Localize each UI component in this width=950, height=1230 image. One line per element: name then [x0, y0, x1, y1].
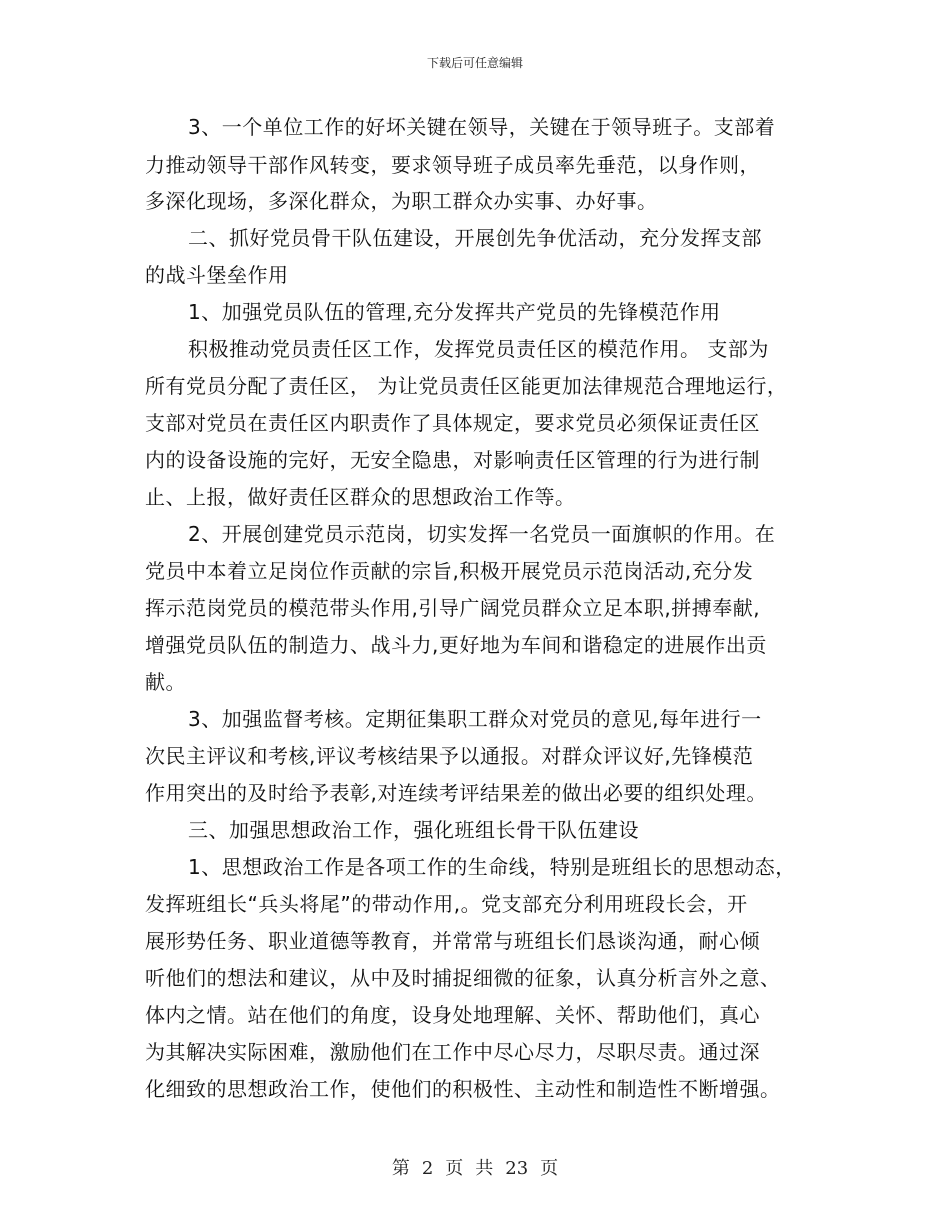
- text-line: 1、加强党员队伍的管理,充分发挥共产党员的先锋模范作用: [188, 300, 721, 324]
- text-line: 作用突出的及时给予表彰,对连续考评结果差的做出必要的组织处理。: [145, 781, 767, 805]
- text-line: 止、上报，做好责任区群众的思想政治工作等。: [145, 485, 576, 509]
- text-line: 发挥班组长“兵头将尾”的带动作用,。党支部充分利用班段长会，开: [145, 892, 748, 916]
- text-line: 2、开展创建党员示范岗，切实发挥一名党员一面旗帜的作用。在: [188, 522, 776, 546]
- text-line: 挥示范岗党员的模范带头作用,引导广阔党员群众立足本职,拼搏奉献,: [145, 596, 761, 620]
- footer-ye: 页: [445, 1158, 464, 1179]
- text-line: 三、加强思想政治工作，强化班组长骨干队伍建设: [188, 818, 639, 842]
- text-line: 内的设备设施的完好，无安全隐患，对影响责任区管理的行为进行制: [145, 448, 760, 472]
- text-line: 所有党员分配了责任区， 为让党员责任区能更加法律规范合理地运行，: [145, 374, 788, 398]
- current-page-number: 2: [421, 1158, 434, 1179]
- footer-ye: 页: [540, 1158, 559, 1179]
- footer-gong: 共: [475, 1158, 494, 1179]
- page-footer: [0, 1154, 950, 1180]
- text-line: 体内之情。站在他们的角度，设身处地理解、关怀、帮助他们，真心: [145, 1003, 760, 1027]
- text-line: 多深化现场，多深化群众，为职工群众办实事、办好事。: [145, 189, 658, 213]
- page-header: 下载后可任意编辑: [426, 56, 523, 70]
- text-line: 听他们的想法和建议，从中及时捕捉细微的征象，认真分析言外之意、: [145, 966, 781, 990]
- text-line: 化细致的思想政治工作，使他们的积极性、主动性和制造性不断增强。: [145, 1077, 781, 1101]
- text-line: 支部对党员在责任区内职责作了具体规定，要求党员必须保证责任区: [145, 411, 760, 435]
- text-line: 积极推动党员责任区工作，发挥党员责任区的模范作用。 支部为: [188, 337, 769, 361]
- text-line: 献。: [145, 670, 186, 694]
- text-line: 3、一个单位工作的好坏关键在领导，关键在于领导班子。支部着: [188, 115, 776, 139]
- text-line: 3、加强监督考核。定期征集职工群众对党员的意见,每年进行一: [188, 707, 762, 731]
- text-line: 1、思想政治工作是各项工作的生命线，特别是班组长的思想动态，: [188, 855, 796, 879]
- text-line: 的战斗堡垒作用: [145, 263, 289, 287]
- text-line: 二、抓好党员骨干队伍建设，开展创先争优活动，充分发挥支部: [188, 226, 762, 250]
- text-line: 展形势任务、职业道德等教育，并常常与班组长们恳谈沟通，耐心倾: [145, 929, 760, 953]
- text-line: 党员中本着立足岗位作贡献的宗旨,积极开展党员示范岗活动,充分发: [145, 559, 754, 583]
- text-line: 次民主评议和考核,评议考核结果予以通报。对群众评议好,先锋模范: [145, 744, 754, 768]
- text-line: 力推动领导干部作风转变，要求领导班子成员率先垂范，以身作则，: [145, 153, 760, 177]
- total-page-count: 23: [505, 1158, 529, 1179]
- footer-di: 第: [391, 1158, 410, 1179]
- text-line: 增强党员队伍的制造力、战斗力,更好地为车间和谐稳定的进展作出贡: [145, 633, 767, 657]
- text-line: 为其解决实际困难，激励他们在工作中尽心尽力，尽职尽责。通过深: [145, 1040, 760, 1064]
